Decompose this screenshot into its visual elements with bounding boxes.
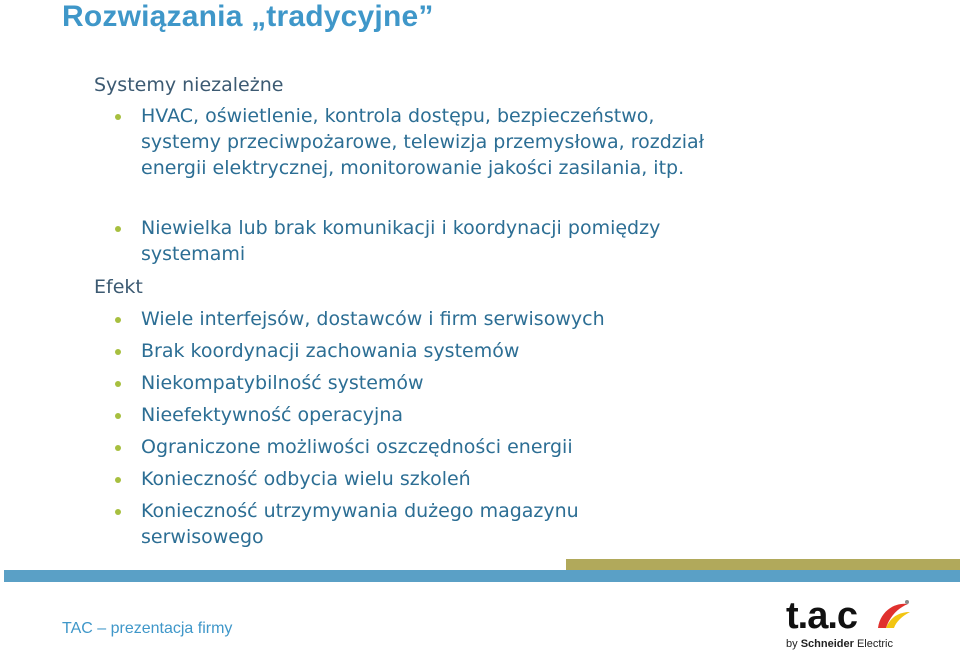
footer-text: TAC – prezentacja firmy <box>62 620 233 637</box>
logo-subtitle <box>786 638 893 650</box>
bullet-dot-icon <box>115 413 121 419</box>
effect-bullet-2: Brak koordynacji zachowania systemów <box>141 340 520 362</box>
tac-logo <box>786 594 916 654</box>
bullet-dot-icon <box>115 445 121 451</box>
effect-bullet-3: Niekompatybilność systemów <box>141 372 424 394</box>
effect-heading: Efekt <box>94 276 143 298</box>
effect-bullet-1: Wiele interfejsów, dostawców i firm serwisowych <box>141 308 605 330</box>
systems-bullet-2: Niewielka lub brak komunikacji i koordynacji pomiędzy systemami <box>141 217 661 265</box>
bullet-dot-icon <box>115 509 121 515</box>
footer-accent-bar-blue <box>4 570 960 582</box>
bullet-dot-icon <box>115 381 121 387</box>
systems-heading: Systemy niezależne <box>94 74 284 96</box>
bullet-dot-icon <box>115 317 121 323</box>
bullet-dot-icon <box>115 226 121 232</box>
effect-bullet-6: Konieczność odbycia wielu szkoleń <box>141 468 471 490</box>
bullet-dot-icon <box>115 114 121 120</box>
effect-bullet-4: Nieefektywność operacyjna <box>141 404 404 426</box>
systems-bullet-1: HVAC, oświetlenie, kontrola dostępu, bezpieczeństwo, systemy przeciwpożarowe, telewizja przemysłowa, rozdział energii elektrycznej, monitorowanie jakości zasilania, itp. <box>141 105 705 179</box>
bullet-dot-icon <box>115 349 121 355</box>
effect-bullet-7: Konieczność utrzymywania dużego magazynu serwisowego <box>141 500 579 548</box>
tac-swirl-icon <box>872 598 912 632</box>
logo-by: by <box>786 638 798 650</box>
bullet-dot-icon <box>115 477 121 483</box>
logo-brand-suffix: Electric <box>856 638 893 650</box>
logo-brand: Schneider <box>800 638 854 650</box>
logo-wordmark: t.a.c <box>786 595 858 637</box>
effect-bullet-5: Ograniczone możliwości oszczędności energii <box>141 436 573 458</box>
slide-title: Rozwiązania „tradycyjne” <box>62 0 434 33</box>
